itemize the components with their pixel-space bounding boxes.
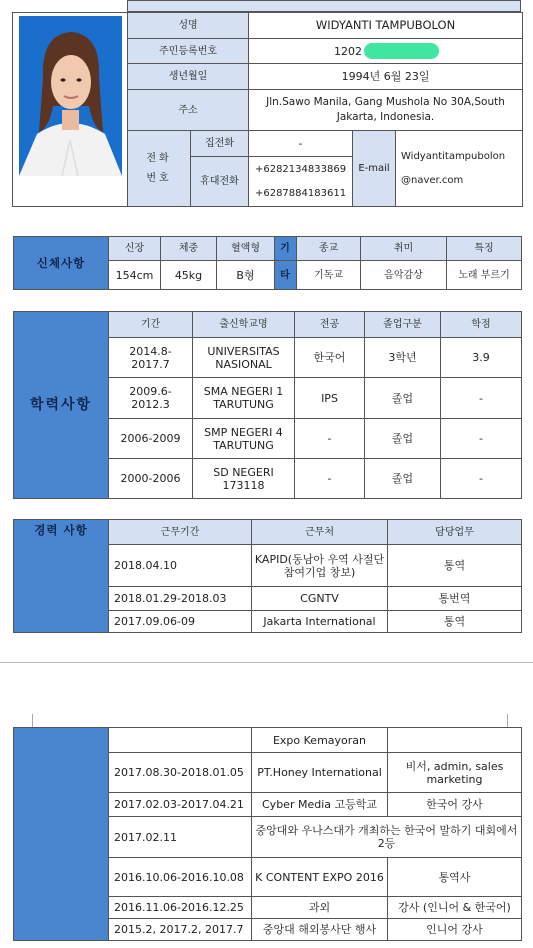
career2-cell: 2015.2, 2017.2, 2017.7 (109, 919, 252, 941)
career2-cell: 비서, admin, sales marketing (388, 753, 522, 793)
mobile-1: +6282134833869 (254, 163, 347, 175)
birth-label: 생년월일 (128, 64, 249, 90)
body-header: 특징 (447, 237, 522, 261)
career-cell: 2018.01.29-2018.03 (109, 587, 252, 611)
career-continued-side (14, 728, 109, 941)
profile-photo (19, 16, 122, 176)
body-value: B형 (217, 261, 275, 290)
photo-cell (13, 13, 128, 207)
page-corner-mark-left (32, 714, 33, 727)
mobile-2: +6287884183611 (254, 187, 347, 199)
career2-cell: 2017.02.11 (109, 817, 252, 858)
body-value: 154cm (109, 261, 161, 290)
education-table (13, 311, 522, 499)
edu-cell: - (295, 459, 365, 499)
page-break-line (0, 662, 533, 663)
name-value: WIDYANTI TAMPUBOLON (249, 13, 523, 39)
career-header: 근무기간 (109, 520, 252, 545)
body-value: 음악감상 (361, 261, 447, 290)
home-phone-label: 집전화 (191, 131, 249, 157)
body-header: 기 (275, 237, 297, 261)
body-header: 체중 (161, 237, 217, 261)
career2-cell: PT.Honey International (252, 753, 388, 793)
career2-cell: K CONTENT EXPO 2016 (252, 858, 388, 897)
edu-cell: 2006-2009 (109, 419, 193, 459)
edu-cell: 2000-2006 (109, 459, 193, 499)
career-cell: KAPID(동남아 우역 사절단 참여기업 창보) (252, 545, 388, 587)
career-cell: 2018.04.10 (109, 545, 252, 587)
edu-cell: 졸업 (365, 378, 441, 419)
address-value: Jln.Sawo Manila, Gang Mushola No 30A,South Jakarta, Indonesia. (249, 90, 523, 131)
career2-cell: 2016.11.06-2016.12.25 (109, 897, 252, 919)
career-cell: 통역 (388, 545, 522, 587)
career2-cell: 통역사 (388, 858, 522, 897)
body-info-table (13, 236, 522, 290)
name-label: 성명 (128, 13, 249, 39)
id-value: 1202 (334, 45, 363, 58)
edu-cell: - (441, 378, 522, 419)
body-header: 혈액형 (217, 237, 275, 261)
email-line-1: Widyantitampubolon (401, 150, 506, 162)
body-value: 45kg (161, 261, 217, 290)
mobile-label: 휴대전화 (191, 157, 249, 207)
redaction-mark (364, 43, 439, 59)
education-section-label: 학력사항 (14, 312, 109, 499)
edu-header: 기간 (109, 312, 193, 338)
edu-header: 전공 (295, 312, 365, 338)
body-header: 신장 (109, 237, 161, 261)
career-cell: CGNTV (252, 587, 388, 611)
edu-header: 학점 (441, 312, 522, 338)
career2-cell: 2017.08.30-2018.01.05 (109, 753, 252, 793)
edu-cell: 한국어 (295, 338, 365, 378)
edu-cell: 2014.8-2017.7 (109, 338, 193, 378)
edu-cell: IPS (295, 378, 365, 419)
career2-cell: 과외 (252, 897, 388, 919)
career2-cell: 인니어 강사 (388, 919, 522, 941)
page-corner-mark-right (507, 714, 508, 727)
career2-cell: 2017.02.03-2017.04.21 (109, 793, 252, 817)
career-header: 근무처 (252, 520, 388, 545)
career-table (13, 519, 522, 633)
body-section-label: 신체사항 (14, 237, 109, 290)
id-label: 주민등록번호 (128, 39, 249, 64)
phone-label: 전화 번호 (128, 131, 191, 207)
edu-cell: 2009.6-2012.3 (109, 378, 193, 419)
personal-info-table (12, 12, 523, 207)
career-header: 담당업무 (388, 520, 522, 545)
edu-cell: SMP NEGERI 4 TARUTUNG (193, 419, 295, 459)
id-value-cell (249, 39, 523, 64)
career2-cell (109, 728, 252, 753)
edu-header: 졸업구분 (365, 312, 441, 338)
edu-cell: SD NEGERI 173118 (193, 459, 295, 499)
career-cell: Jakarta International (252, 611, 388, 633)
career2-cell: 중앙대 해외봉사단 행사 (252, 919, 388, 941)
mobile-cell (249, 157, 353, 207)
career-section-label: 경력 사항 (14, 520, 109, 633)
career2-cell (388, 728, 522, 753)
career2-cell: 강사 (인니어 & 한국어) (388, 897, 522, 919)
edu-cell: 졸업 (365, 419, 441, 459)
career2-cell: Expo Kemayoran (252, 728, 388, 753)
edu-cell: UNIVERSITAS NASIONAL (193, 338, 295, 378)
email-label: E-mail (353, 131, 396, 207)
career-continued-table (13, 727, 522, 941)
edu-cell: 3학년 (365, 338, 441, 378)
career2-cell: Cyber Media 고등학교 (252, 793, 388, 817)
birth-value: 1994년 6월 23일 (249, 64, 523, 90)
edu-cell: - (441, 419, 522, 459)
address-label: 주소 (128, 90, 249, 131)
edu-cell: - (295, 419, 365, 459)
email-line-2: @naver.com (401, 174, 464, 186)
career-cell: 2017.09.06-09 (109, 611, 252, 633)
body-value: 노래 부르기 (447, 261, 522, 290)
email-cell (396, 131, 523, 207)
career2-cell: 2016.10.06-2016.10.08 (109, 858, 252, 897)
edu-cell: 졸업 (365, 459, 441, 499)
top-strip (127, 0, 521, 12)
body-value: 타 (275, 261, 297, 290)
career-cell: 통역 (388, 611, 522, 633)
body-header: 종교 (297, 237, 361, 261)
edu-header: 출신학교명 (193, 312, 295, 338)
career2-cell: 중앙대와 우나스대가 개최하는 한국어 말하기 대회에서 2등 (252, 817, 522, 858)
body-value: 기독교 (297, 261, 361, 290)
body-header: 취미 (361, 237, 447, 261)
home-phone-value: - (249, 131, 353, 157)
career2-cell: 한국어 강사 (388, 793, 522, 817)
edu-cell: 3.9 (441, 338, 522, 378)
edu-cell: - (441, 459, 522, 499)
career-cell: 통번역 (388, 587, 522, 611)
edu-cell: SMA NEGERI 1 TARUTUNG (193, 378, 295, 419)
